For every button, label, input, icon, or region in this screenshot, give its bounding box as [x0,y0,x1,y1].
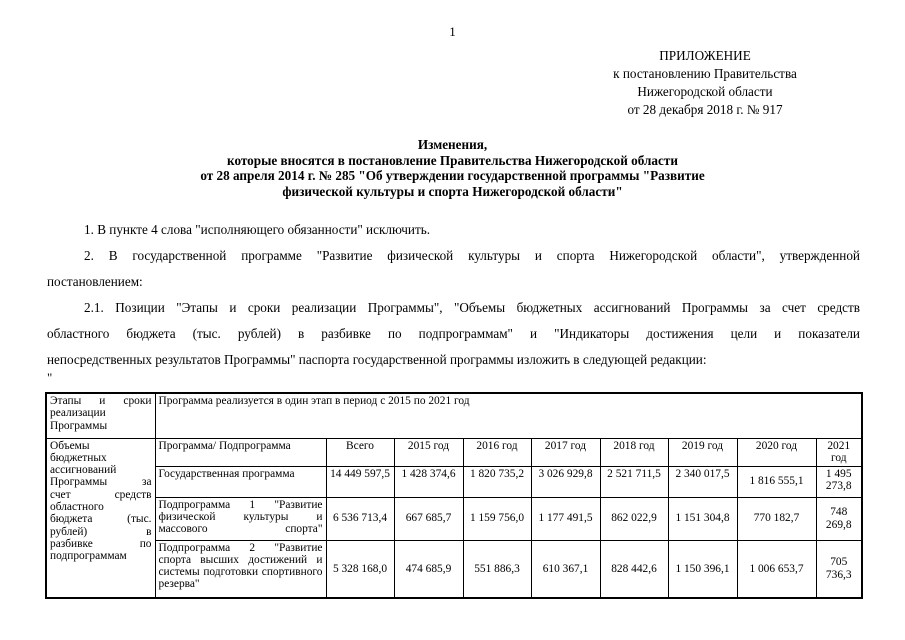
appendix-line: к постановлению Правительства [613,66,797,81]
paragraph-2-line: постановлением: [47,274,143,289]
value-cell: 2 521 711,5 [600,466,668,497]
volumes-label-cell [46,438,155,598]
volumes-label-line: Программы за [50,476,152,489]
value-cell: 474 685,9 [394,540,463,598]
header-cell: 2019 год [668,438,737,466]
appendix-block [600,47,810,119]
header-cell: 2016 год [463,438,531,466]
page-number: 1 [449,24,456,39]
value-cell: 770 182,7 [737,497,816,540]
value-cell: 1 151 304,8 [668,497,737,540]
header-cell: Всего [326,438,394,466]
paragraph-3-line: 2.1. Позиции "Этапы и сроки реализации Программы", "Объемы бюджетных ассигнований Программы за счет средств [84,300,860,315]
row-name: Подпрограмма 1 "Развитие физической культуры и массового спорта" [155,497,326,540]
value-cell: 6 536 713,4 [326,497,394,540]
volumes-label-line: бюджетных [50,451,107,464]
appendix-line: от 28 декабря 2018 г. № 917 [627,102,783,117]
header-cell: Программа/ Подпрограмма [155,438,326,466]
value-cell: 748 269,8 [816,497,862,540]
value-cell: 828 442,6 [600,540,668,598]
row-name: Государственная программа [155,466,326,497]
title-line: которые вносятся в постановление Правительства Нижегородской области [227,152,678,168]
value-cell: 5 328 168,0 [326,540,394,598]
budget-table [45,392,863,599]
value-cell: 3 026 929,8 [531,466,600,497]
volumes-label-line: ассигнований [50,464,117,477]
header-cell: 2015 год [394,438,463,466]
value-cell: 1 820 735,2 [463,466,531,497]
stages-value: Программа реализуется в один этап в период с 2015 по 2021 год [155,393,862,438]
value-cell: 1 816 555,1 [737,466,816,497]
value-cell: 862 022,9 [600,497,668,540]
value-cell: 551 886,3 [463,540,531,598]
value-cell: 705 736,3 [816,540,862,598]
row-name: Подпрограмма 2 "Развитие спорта высших достижений и системы подготовки спортивного резерва" [155,540,326,598]
value-cell: 1 428 374,6 [394,466,463,497]
header-cell: 2017 год [531,438,600,466]
value-cell: 1 495 273,8 [816,466,862,497]
stages-label-cell [46,393,155,438]
value-cell: 2 340 017,5 [668,466,737,497]
stages-label: Этапы и сроки реализации Программы [50,395,152,432]
paragraph-1: 1. В пункте 4 слова "исполняющего обязанности" исключить. [84,222,431,237]
value-cell: 1 159 756,0 [463,497,531,540]
value-cell: 610 367,1 [531,540,600,598]
value-cell: 14 449 597,5 [326,466,394,497]
title-line: Изменения, [417,137,488,152]
volumes-label-line: бюджета (тыс. [50,513,152,526]
value-cell: 667 685,7 [394,497,463,540]
header-cell: 2018 год [600,438,668,466]
value-cell: 1 150 396,1 [668,540,737,598]
volumes-label-line: рублей) в [50,525,152,538]
volumes-label-line: Объемы [50,439,90,452]
volumes-label-line: счет средств [50,488,152,501]
document-title [100,137,805,199]
value-cell: 1 006 653,7 [737,540,816,598]
title-line: от 28 апреля 2014 г. № 285 "Об утверждении государственной программы "Развитие [200,168,705,183]
paragraph-2-line: 2. В государственной программе "Развитие физической культуры и спорта Нижегородской области", утвержденной [84,248,860,263]
title-line: физической культуры и спорта Нижегородской области" [282,183,623,199]
header-cell: 2021 год [816,438,862,466]
volumes-label-line: разбивке по [50,537,152,550]
header-cell: 2020 год [737,438,816,466]
value-cell: 1 177 491,5 [531,497,600,540]
paragraph-3-line: областного бюджета (тыс. рублей) в разбивке по подпрограммам" и "Индикаторы достижения цели и показатели [47,326,860,341]
volumes-label-line: подпрограммам [50,550,127,563]
volumes-label-line: областного [50,500,104,513]
paragraph-3-line: непосредственных результатов Программы" паспорта государственной программы изложить в следующей редакции: [47,352,707,367]
appendix-line: Нижегородской области [637,84,773,99]
appendix-line: ПРИЛОЖЕНИЕ [659,48,751,63]
quote-mark: " [47,370,53,385]
